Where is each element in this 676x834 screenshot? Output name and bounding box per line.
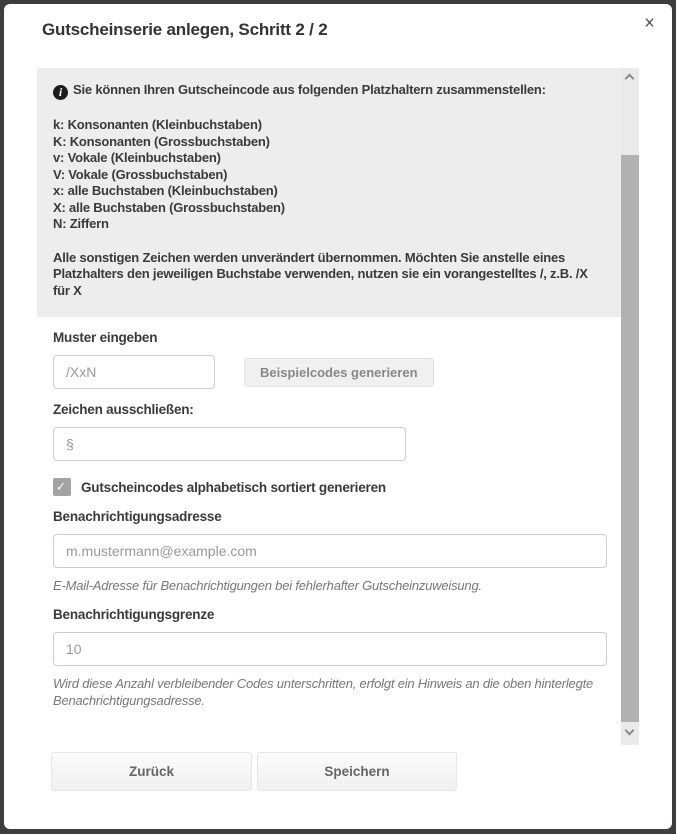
placeholder-item: x: alle Buchstaben (Kleinbuchstaben) [53, 183, 278, 198]
notify-limit-label: Benachrichtigungsgrenze [53, 607, 215, 622]
dialog-title: Gutscheinserie anlegen, Schritt 2 / 2 [42, 20, 328, 39]
dialog-header [4, 4, 672, 68]
notify-address-label: Benachrichtigungsadresse [53, 509, 222, 524]
placeholder-item: N: Ziffern [53, 216, 109, 231]
scrollbar-up-arrow-icon[interactable] [621, 70, 639, 84]
scroll-region [37, 68, 639, 745]
sort-checkbox-row [53, 478, 621, 496]
placeholder-item: K: Konsonanten (Grossbuchstaben) [53, 133, 270, 149]
placeholder-item: X: alle Buchstaben (Grossbuchstaben) [53, 199, 285, 215]
exclude-input[interactable] [53, 427, 406, 461]
scrollbar-down-arrow-icon[interactable] [621, 727, 639, 741]
dialog [4, 4, 672, 829]
form-area [37, 330, 621, 709]
pattern-label: Muster eingeben [53, 330, 158, 345]
sort-checkbox[interactable] [53, 478, 71, 496]
info-icon: i [53, 85, 68, 100]
save-button[interactable]: Speichern [257, 752, 457, 791]
exclude-label: Zeichen ausschließen: [53, 402, 194, 417]
placeholder-item: v: Vokale (Kleinbuchstaben) [53, 150, 221, 165]
scrollbar-thumb[interactable] [621, 155, 639, 722]
generate-examples-button[interactable]: Beispielcodes generieren [244, 358, 434, 387]
pattern-input[interactable] [53, 355, 215, 389]
sort-checkbox-label[interactable]: Gutscheincodes alphabetisch sortiert generieren [81, 479, 386, 495]
info-intro [53, 82, 605, 100]
notify-address-input[interactable] [53, 534, 607, 568]
close-icon[interactable]: ✕ [643, 15, 655, 32]
notify-limit-help: Wird diese Anzahl verbleibender Codes unterschritten, erfolgt ein Hinweis an die oben hinterlegte Benachrichtigungsadresse. [53, 676, 594, 708]
scroll-content [37, 68, 621, 745]
info-intro-text: Sie können Ihren Gutscheincode aus folgenden Platzhaltern zusammenstellen: [73, 82, 546, 97]
notify-address-help: E-Mail-Adresse für Benachrichtigungen bei fehlerhafter Gutscheinzuweisung. [53, 578, 482, 593]
scrollbar[interactable] [621, 68, 639, 745]
dialog-footer [4, 745, 672, 791]
placeholder-item: V: Vokale (Grossbuchstaben) [53, 166, 228, 182]
notify-limit-input[interactable] [53, 632, 607, 666]
placeholder-list [53, 117, 605, 233]
info-note: Alle sonstigen Zeichen werden unverändert übernommen. Möchten Sie anstelle eines Platzhalters den jeweiligen Buchstabe verwenden, nutzen sie ein vorangestelltes /, z.B. /X für X [53, 249, 588, 298]
placeholder-item: k: Konsonanten (Kleinbuchstaben) [53, 117, 262, 132]
back-button[interactable]: Zurück [51, 752, 252, 791]
info-box [37, 68, 621, 317]
